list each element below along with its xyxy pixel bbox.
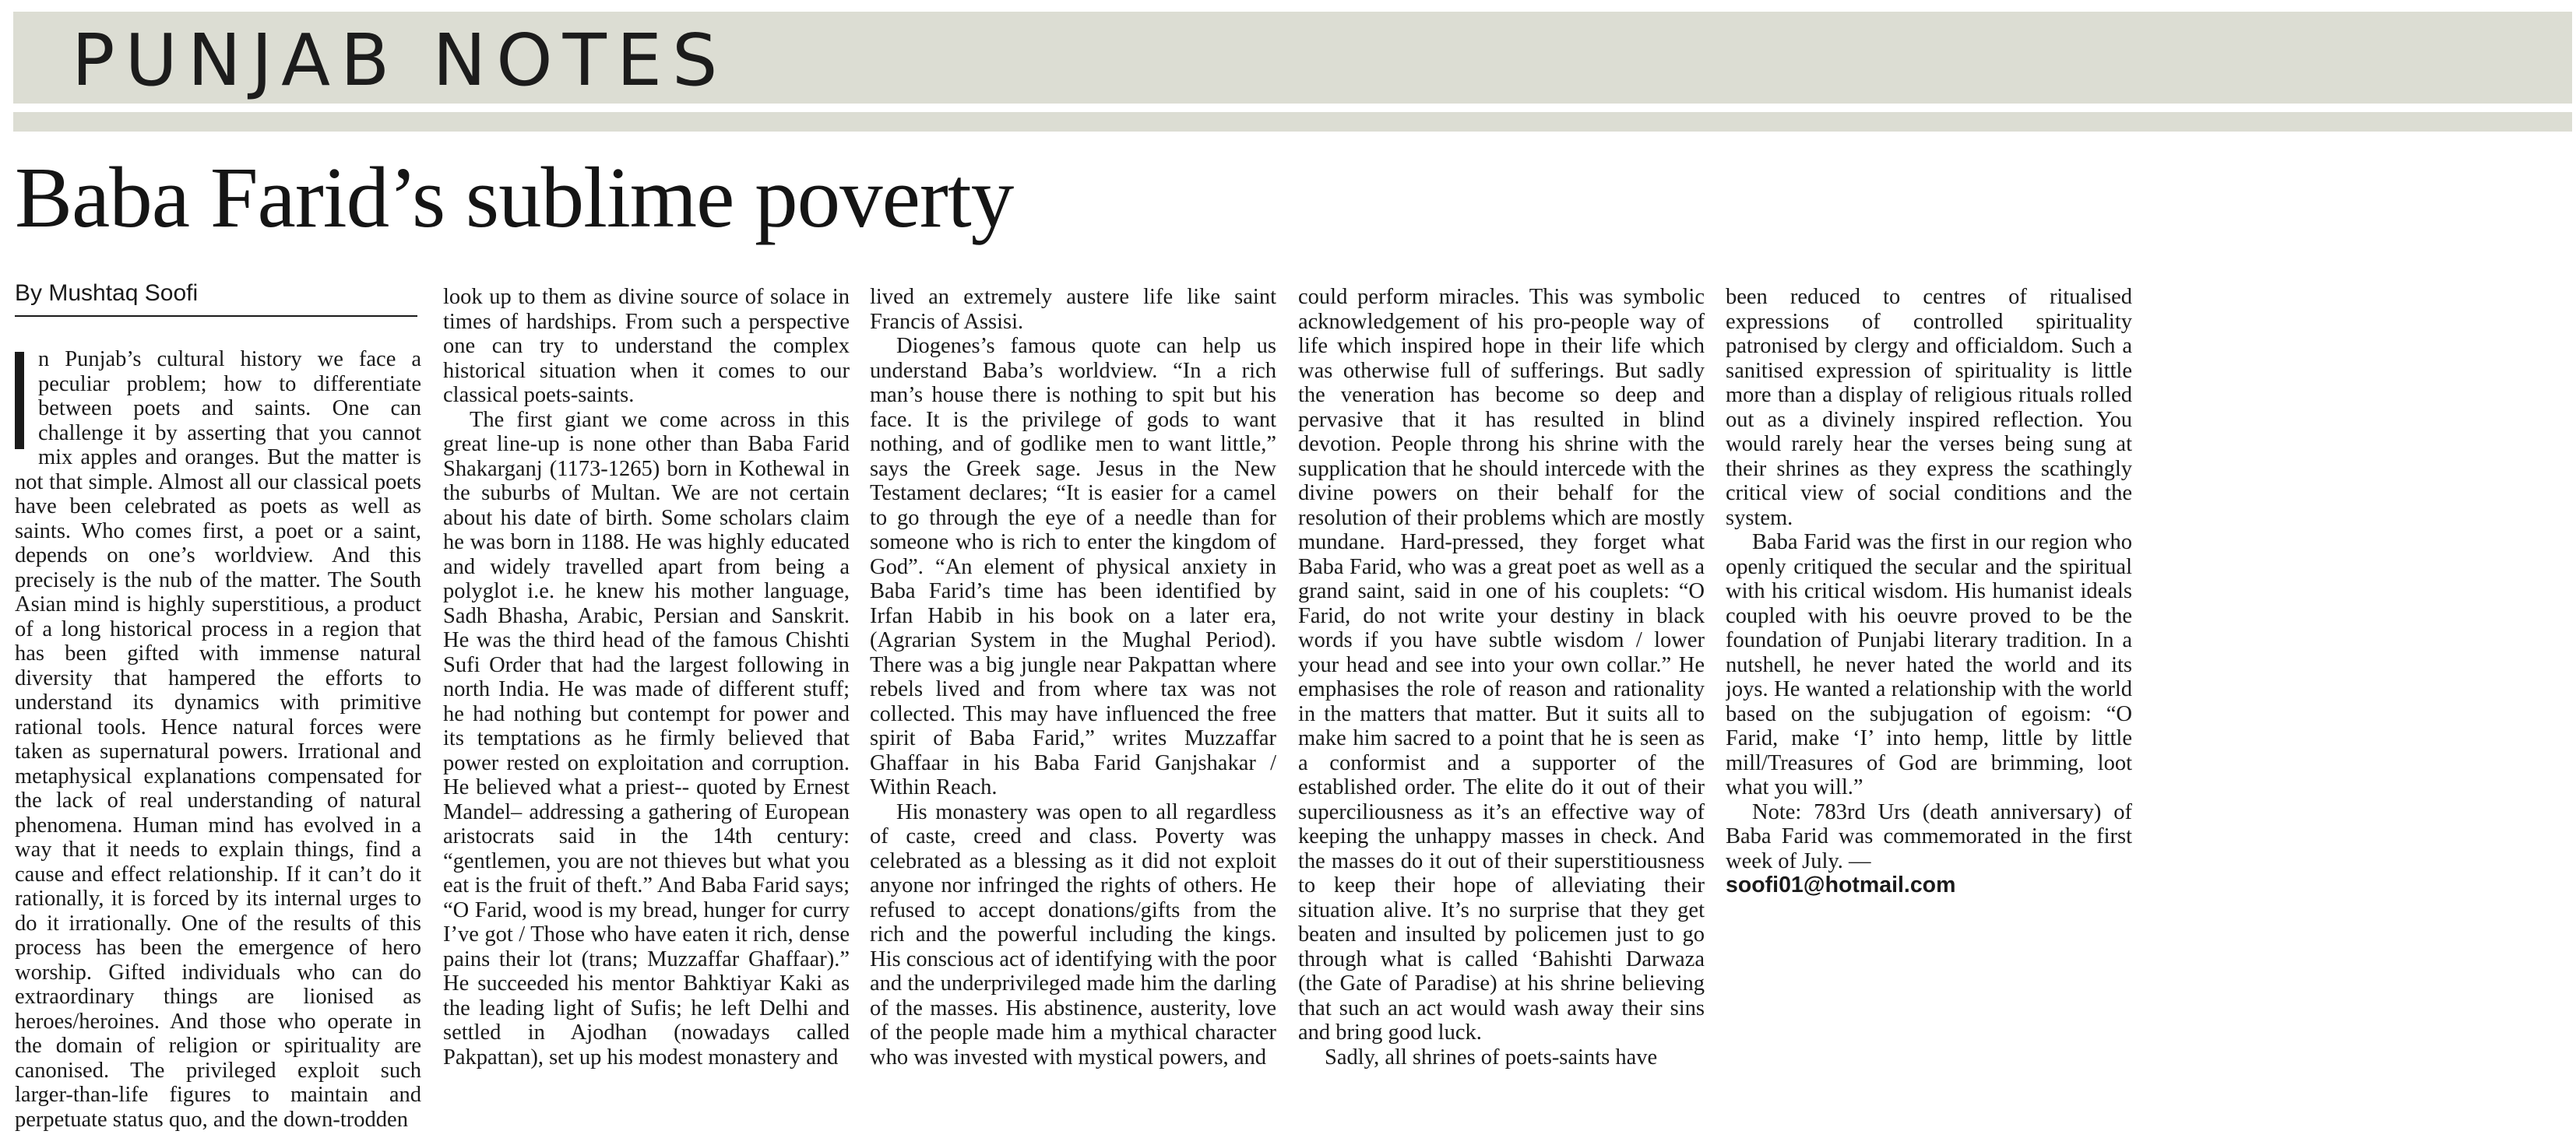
article-column-2 <box>443 285 850 1076</box>
paragraph: Diogenes’s famous quote can help us understand Baba’s worldview. “In a rich man’s house there is nothing to spit but his face. It is the privilege of gods to want nothing, and of godlike men to want little,” says the Greek sage. Jesus in the New Testament declares; “It is easier for a camel to go through the eye of a needle than for someone who is rich to enter the kingdom of God”. “An element of physical anxiety in Baba Farid’s time has been identified by Irfan Habib in his book on a later era, (Agrarian System in the Mughal Period). There was a big jungle near Pakpattan where rebels lived and from where tax was not collected. This may have influenced the free spirit of Baba Farid,” writes Muzzaffar Ghaffaar in his Baba Farid Ganjshakar / Within Reach. <box>870 334 1276 799</box>
article-byline: By Mushtaq Soofi <box>15 276 417 317</box>
article-body-continued <box>443 285 850 1070</box>
article-note <box>1726 800 2132 898</box>
article-body-continued <box>870 285 1276 1070</box>
article-column-1 <box>15 347 421 1138</box>
paragraph-continued: lived an extremely austere life like saint Francis of Assisi. <box>870 285 1276 334</box>
banner-divider <box>13 112 2572 132</box>
paragraph: Sadly, all shrines of poets-saints have <box>1325 1045 1658 1070</box>
article-body-continued <box>1298 285 1705 1070</box>
paragraph: The first giant we come across in this great line-up is none other than Baba Farid Shakarganj (1173-1265) born in Kothewal in the suburbs of Multan. We are not certain about his date of birth. Some scholars claim he was born in 1188. He was highly educated and widely travelled apart from being a polyglot i.e. he knew his mother language, Sadh Bhasha, Arabic, Persian and Sanskrit. He was the third head of the famous Chishti Sufi Order that had the largest following in north India. He was made of different stuff; he had nothing but contempt for power and its temptations as he firmly believed that power rested on exploitation and corruption. He believed what a priest-- quoted by Ernest Mandel– addressing a gathering of European aristocrats said in the 14th century: “gentlemen, you are not thieves but what you eat is the fruit of theft.” And Baba Farid says; “O Farid, wood is my bread, hunger for curry I’ve got / Those who have eaten it rich, dense pains their lot (trans; Muzzaffar Ghaffaar).” He succeeded his mentor Bahktiyar Kaki as the leading light of Sufis; he left Delhi and settled in Ajodhan (nowadays called Pakpattan), set up his modest monastery and <box>443 407 850 1070</box>
drop-cap <box>15 352 24 449</box>
section-banner <box>13 12 2572 104</box>
article-headline: Baba Farid’s sublime poverty <box>15 150 1014 246</box>
article-column-3 <box>870 285 1276 1076</box>
author-email: soofi01@hotmail.com <box>1726 873 1956 897</box>
note-text: Note: 783rd Urs (death anniversary) of Baba Farid was commemorated in the first week of July. — <box>1726 799 2132 873</box>
article-body-continued <box>1726 285 2132 898</box>
article-column-4 <box>1298 285 1705 1076</box>
paragraph: His monastery was open to all regardless of caste, creed and class. Poverty was celebrated as a blessing as it did not exploit anyone nor infringed the rights of others. He refused to accept donations/gifts from the rich and the powerful including the kings. His conscious act of identifying with the poor and the underprivileged made him the darling of the masses. His abstinence, austerity, love of the people made him a mythical character who was invested with mystical powers, and <box>870 799 1276 1070</box>
paragraph-continued: look up to them as divine source of solace in times of hardships. From such a perspective one can try to understand the complex historical situation when it comes to our classical poets-saints. <box>443 285 850 407</box>
section-title: PUNJAB NOTES <box>72 19 728 102</box>
article-column-6 <box>2153 285 2557 1076</box>
paragraph: n Punjab’s cultural history we face a peculiar problem; how to differentiate between poets and saints. One can challenge it by asserting that you cannot mix apples and oranges. But the matter is not that simple. Almost all our classical poets have been celebrated as poets as well as saints. Who comes first, a poet or a saint, depends on one’s worldview. And this precisely is the nub of the matter. The South Asian mind is highly superstitious, a product of a long historical process in a region that has been gifted with immense natural diversity that hampered the efforts to understand its dynamics with primitive rational tools. Hence natural forces were taken as supernatural powers. Irrational and metaphysical explanations compensated for the lack of real understanding of natural phenomena. Human mind has evolved in a way that it needs to explain things, find a cause and effect relationship. If it can’t do it rationally, it is forced by its internal urges to do it irrationally. One of the results of this process has been the emergence of hero worship. Gifted individuals who can do extraordinary things are lionised as heroes/heroines. And those who operate in the domain of religion or spirituality are canonised. The privileged exploit such larger-than-life figures to maintain and perpetuate status quo, and the down-trodden <box>15 347 421 1132</box>
article-body <box>15 347 421 1132</box>
paragraph-continued: been reduced to centres of ritualised expressions of controlled spirituality patronised by clergy and officialdom. Such a sanitised expression of spirituality is little more than a display of religious rituals rolled out as a divinely inspired reflection. You would rarely hear the verses being sung at their shrines as they express the scathingly critical view of social conditions and the system. <box>1726 285 2132 530</box>
paragraph-continued: could perform miracles. This was symbolic acknowledgement of his pro-people way of life which inspired hope in their life which was otherwise full of sufferings. But sadly the veneration has become so deep and pervasive that it has resulted in blind devotion. People throng his shrine with the supplication that he should intercede with the divine powers on their behalf for the resolution of their problems which are mostly mundane. Hard-pressed, they forget what Baba Farid, who was a great poet as well as a grand saint, said in one of his couplets: “O Farid, do not write your destiny in black words if you have subtle wisdom / lower your head and see into your own collar.” He emphasises the role of reason and rationality in the matters that matter. But it suits all to make him sacred to a point that he is seen as a conformist and a supporter of the established order. The elite do it out of their superciliousness as it’s an effective way of keeping the unhappy masses in check. And the masses do it out of their superstitiousness to keep their hope of alleviating their situation alive. It’s no surprise that they get beaten and insulted by policemen just to go through what is called ‘Bahishti Darwaza (the Gate of Paradise) at his shrine believing that such an act would wash away their sins and bring good luck. <box>1298 285 1705 1045</box>
article-column-5 <box>1726 285 2132 1076</box>
paragraph: Baba Farid was the first in our region who openly critiqued the secular and the spiritual with his critical wisdom. His humanist ideals coupled with his oeuvre proved to be the foundation of Punjabi literary tradition. In a nutshell, he never hated the world and its joys. He wanted a relationship with the world based on the subjugation of egoism: “O Farid, make ‘I’ into hemp, little by little mill/Treasures of God are brimming, loot what you will.” <box>1726 530 2132 799</box>
